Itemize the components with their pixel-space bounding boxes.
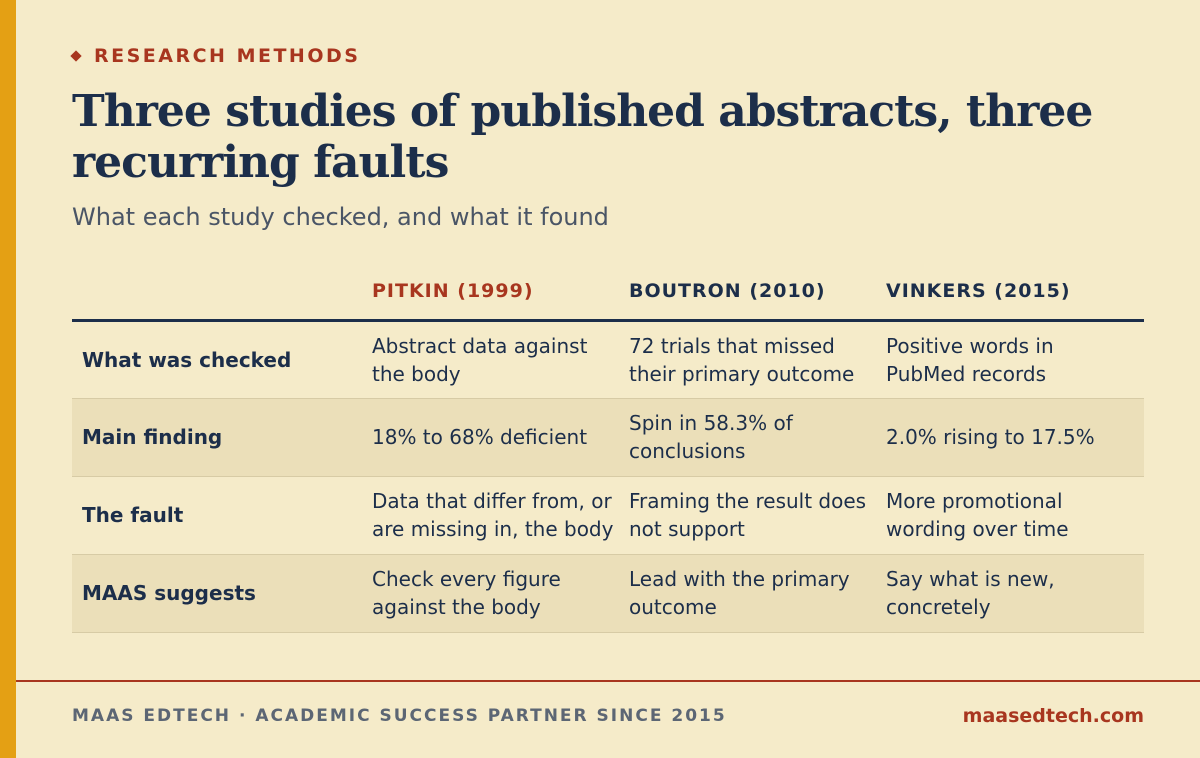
table-header-row (72, 268, 1144, 320)
footer-tagline: MAAS EDTECH · ACADEMIC SUCCESS PARTNER SINCE 2015 (72, 706, 727, 726)
table-cell: Positive words in PubMed records (886, 320, 1144, 398)
table-cell: 72 trials that missed their primary outcome (629, 320, 886, 398)
eyebrow-label: RESEARCH METHODS (94, 45, 361, 67)
page-title: Three studies of published abstracts, three recurring faults (72, 86, 1093, 188)
row-label: MAAS suggests (72, 554, 372, 632)
row-label: What was checked (72, 320, 372, 398)
diamond-icon (70, 50, 81, 61)
table-cell: Say what is new, concretely (886, 554, 1144, 632)
section-eyebrow (72, 45, 360, 67)
comparison-table (72, 268, 1144, 633)
row-label: The fault (72, 476, 372, 554)
table-cell: Spin in 58.3% of conclusions (629, 398, 886, 476)
table-row (72, 398, 1144, 476)
column-header-blank (72, 268, 372, 320)
footer-website-link[interactable]: maasedtech.com (962, 705, 1144, 727)
table-cell: 18% to 68% deficient (372, 398, 629, 476)
column-header-pitkin: PITKIN (1999) (372, 268, 629, 320)
accent-bar (0, 0, 16, 758)
table-cell: More promotional wording over time (886, 476, 1144, 554)
table-cell: Check every figure against the body (372, 554, 629, 632)
page-subtitle: What each study checked, and what it found (72, 203, 609, 231)
column-header-boutron: BOUTRON (2010) (629, 268, 886, 320)
table-cell: Abstract data against the body (372, 320, 629, 398)
table-cell: Data that differ from, or are missing in, the body (372, 476, 629, 554)
table-row (72, 320, 1144, 398)
footer-divider (16, 680, 1200, 682)
table-cell: Lead with the primary outcome (629, 554, 886, 632)
row-label: Main finding (72, 398, 372, 476)
table-row (72, 554, 1144, 632)
table-cell: Framing the result does not support (629, 476, 886, 554)
table-row (72, 476, 1144, 554)
column-header-vinkers: VINKERS (2015) (886, 268, 1144, 320)
table-cell: 2.0% rising to 17.5% (886, 398, 1144, 476)
